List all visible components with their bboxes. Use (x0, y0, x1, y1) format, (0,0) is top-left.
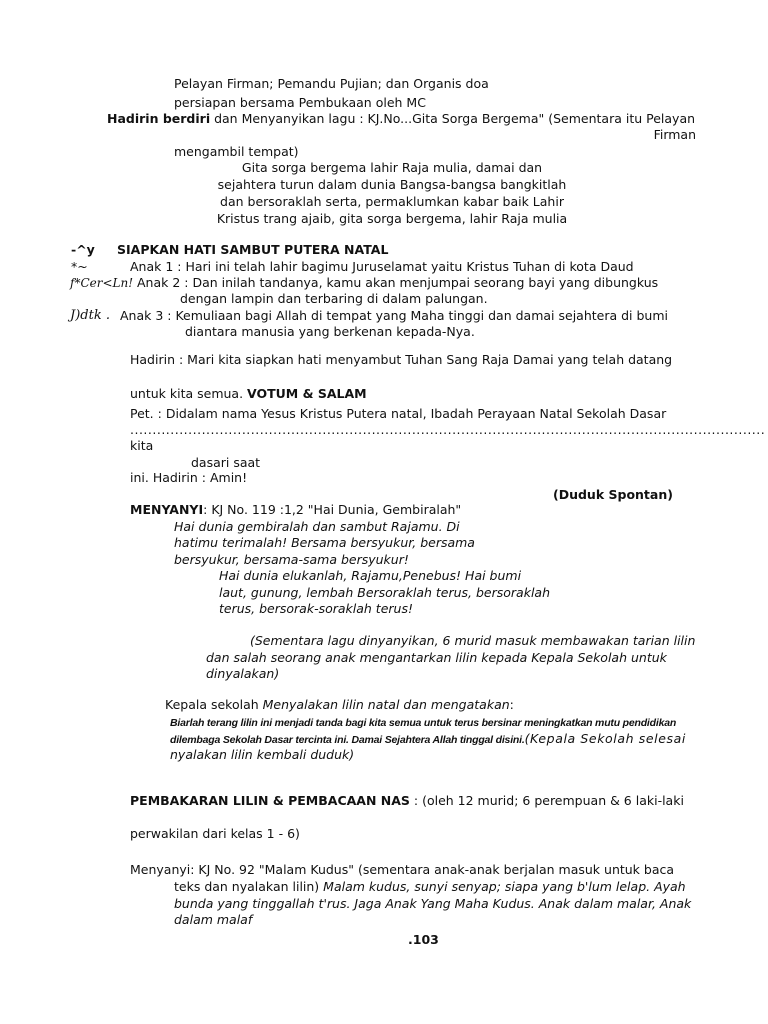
anak1-mark: *~ (71, 259, 88, 274)
kepala-line (165, 697, 514, 713)
kepala-label: Kepala sekolah (165, 697, 263, 712)
menyanyi-2-line-1: Menyanyi: KJ No. 92 "Malam Kudus" (sementara anak-anak berjalan masuk untuk baca (130, 862, 675, 877)
page-number: .103 (408, 932, 439, 947)
anak3-text: Anak 3 : Kemuliaan bagi Allah di tempat yang Maha tinggi dan damai sejahtera di bumi (120, 308, 669, 323)
kepala-quote-2-line (170, 731, 686, 748)
kepala-quote-2: dilembaga Sekolah Dasar tercinta ini. Damai Sejahtera Allah tinggal disini. (170, 734, 525, 746)
anak2-cont: dengan lampin dan terbaring di dalam palungan. (180, 291, 488, 306)
verse1-line-1: Hai dunia gembiralah dan sambut Rajamu. Di (174, 519, 460, 534)
section-title: SIAPKAN HATI SAMBUT PUTERA NATAL (117, 242, 389, 257)
hadirin-response-cont (130, 386, 367, 402)
menyanyi-2-line-2-plain: teks dan nyalakan lilin) (174, 879, 324, 894)
verse2-line-2: laut, gunung, lembah Bersoraklah terus, bersoraklah (219, 585, 550, 600)
verse1-line-3: bersyukur, bersama-sama bersyukur! (174, 552, 409, 567)
intro-line-2: persiapan bersama Pembukaan oleh MC (174, 95, 426, 110)
hadirin-berdiri-cont: Firman (653, 127, 696, 142)
anak2-mark: f*Cer<Ln! (70, 276, 134, 290)
hadirin-berdiri-text: dan Menyanyikan lagu : KJ.No...Gita Sorga Bergema" (Sementara itu Pelayan (210, 111, 696, 126)
anak2-text: Anak 2 : Dan inilah tandanya, kamu akan menjumpai seorang bayi yang dibungkus (137, 275, 659, 290)
kita-line: kita (130, 438, 154, 453)
hadirin-berdiri-label: Hadirin berdiri (107, 111, 211, 126)
menyanyi-1-line (130, 502, 461, 518)
kepala-quote-2-tail: (Kepala Sekolah selesai (524, 731, 686, 746)
pembakaran-cont: perwakilan dari kelas 1 - 6) (130, 826, 300, 841)
duduk-spontan: (Duduk Spontan) (553, 487, 673, 502)
song1-line-4: Kristus trang ajaib, gita sorga bergema, lahir Raja mulia (216, 211, 568, 226)
pembakaran-text: : (oleh 12 murid; 6 perempuan & 6 laki-laki (409, 793, 684, 808)
verse1-line-2: hatimu terimalah! Bersama bersyukur, bersama (174, 535, 475, 550)
intro-line-4: mengambil tempat) (174, 144, 299, 159)
pembakaran-line (130, 793, 684, 809)
menyanyi-1-label: MENYANYI (130, 502, 204, 517)
menyanyi-2-line-3: bunda yang tinggallah t'rus. Jaga Anak Yang Maha Kudus. Anak dalam malar, Anak (174, 896, 692, 911)
song1-line-1: Gita sorga bergema lahir Raja mulia, damai dan (241, 160, 543, 175)
menyanyi-2-line-4: dalam malaf (174, 912, 253, 927)
song1-line-3: dan bersoraklah serta, permaklumkan kabar baik Lahir (220, 194, 564, 209)
section-marker: -^y (71, 242, 95, 257)
hadirin-cont-text: untuk kita semua. (130, 386, 244, 401)
pembakaran-title: PEMBAKARAN LILIN & PEMBACAAN NAS (130, 793, 410, 808)
song1-line-2: sejahtera turun dalam dunia Bangsa-bangsa bangkitlah (217, 177, 567, 192)
hadirin-berdiri-line (107, 111, 695, 127)
verse2-line-3: terus, bersorak-soraklah terus! (219, 601, 413, 616)
anak3-cont: diantara manusia yang berkenan kepada-Nya. (185, 324, 475, 339)
menyanyi-1-text: : KJ No. 119 :1,2 "Hai Dunia, Gembiralah" (203, 502, 462, 517)
menyanyi-2-line-2 (174, 879, 686, 895)
verse2-line-1: Hai dunia elukanlah, Rajamu,Penebus! Hai bumi (219, 568, 522, 583)
anak3-mark: J)dtk . (70, 308, 110, 323)
kepala-quote-1: Biarlah terang lilin ini menjadi tanda bagi kita semua untuk terus bersinar meningkatkan mutu pendidikan (170, 717, 677, 729)
menyanyi-2-line-2-italic: Malam kudus, sunyi senyap; siapa yang b'lum lelap. Ayah (323, 879, 686, 894)
kepala-quote-3: nyalakan lilin kembali duduk) (170, 747, 355, 762)
hadirin-response: Hadirin : Mari kita siapkan hati menyambut Tuhan Sang Raja Damai yang telah datang (130, 352, 673, 367)
pet-line: Pet. : Didalam nama Yesus Kristus Putera natal, Ibadah Perayaan Natal Sekolah Dasar (130, 406, 667, 421)
kepala-colon: : (509, 697, 514, 712)
dotted-divider: .............................................................................................................................................. (130, 422, 766, 437)
dasari-line: dasari saat (191, 455, 261, 470)
kepala-action: Menyalakan lilin natal dan mengatakan (262, 697, 510, 712)
note-line-2: dan salah seorang anak mengantarkan lilin kepada Kepala Sekolah untuk (206, 650, 667, 665)
note-line-1: (Sementara lagu dinyanyikan, 6 murid masuk membawakan tarian lilin (250, 633, 696, 648)
amin-line: ini. Hadirin : Amin! (130, 470, 248, 485)
votum-salam-heading: VOTUM & SALAM (247, 386, 367, 401)
intro-line-1: Pelayan Firman; Pemandu Pujian; dan Organis doa (174, 76, 489, 91)
anak1-text: Anak 1 : Hari ini telah lahir bagimu Juruselamat yaitu Kristus Tuhan di kota Daud (130, 259, 634, 274)
note-line-3: dinyalakan) (206, 666, 280, 681)
